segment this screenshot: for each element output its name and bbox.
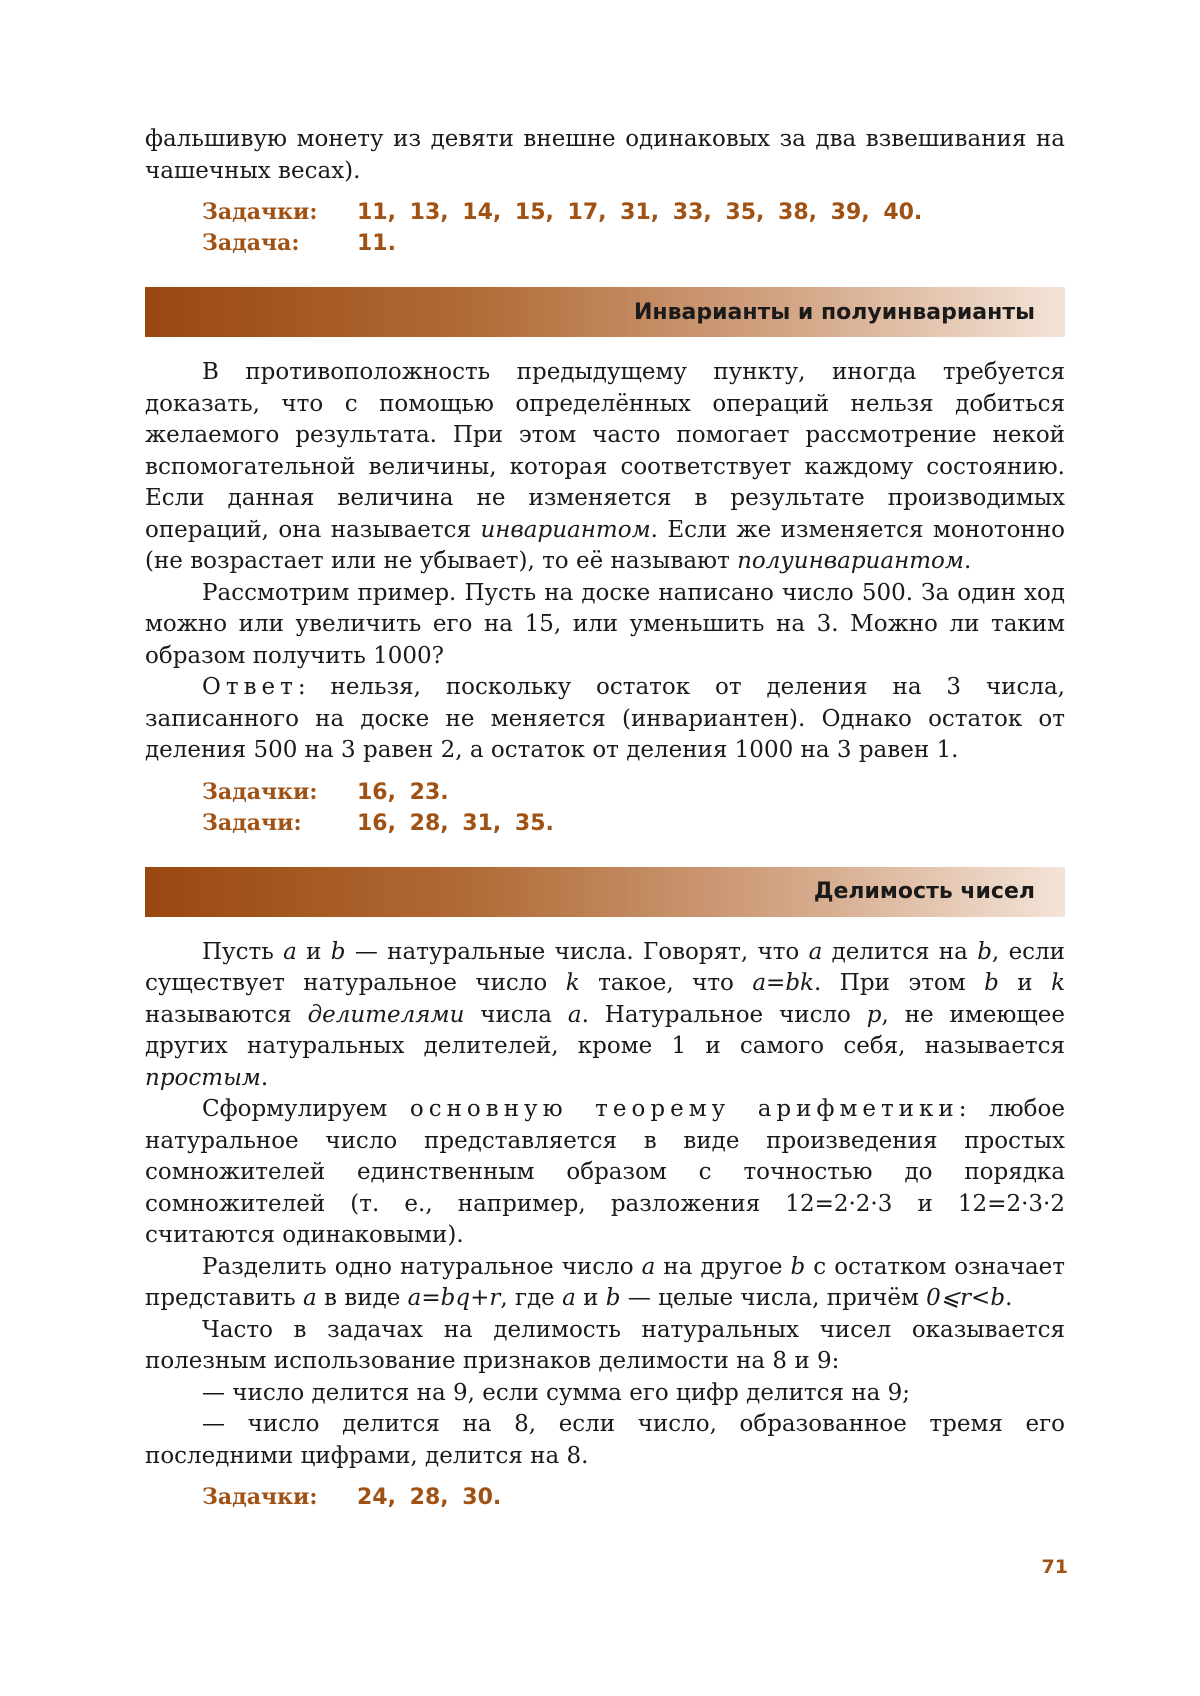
formula: a=bq+r: [408, 1285, 501, 1311]
paragraph: Сформулируем основную теорему арифметики: любое натуральное число представляется в виде произведения простых сомножителей единственным образом с точностью до порядка сомножителей (т. е., например, разложения 12=2·2·3 и 12=2·3·2 считаются одинаковыми).: [145, 1094, 1065, 1252]
tasks-label: Задачки:: [202, 1482, 357, 1513]
paragraph: Пусть a и b — натуральные числа. Говорят, что a делится на b, если существует натуральное число k такое, что a=bk. При этом b и k называются делителями числа a. Натуральное число p, не имеющее других натуральных делителей, кроме 1 и самого себя, называется простым.: [145, 937, 1065, 1095]
tasks-label: Задачки:: [202, 197, 357, 228]
tasks-numbers: 11, 13, 14, 15, 17, 31, 33, 35, 38, 39, 40.: [357, 197, 922, 228]
section-title: Делимость чисел: [814, 879, 1035, 904]
tasks-numbers: 24, 28, 30.: [357, 1482, 501, 1513]
tasks-row: [202, 777, 1065, 808]
tasks-numbers: 16, 28, 31, 35.: [357, 808, 554, 839]
section-header-divisibility: [145, 867, 1065, 917]
paragraph: В противоположность предыдущему пункту, иногда требуется доказать, что с помощью определённых операций нельзя добиться желаемого результата. При этом часто помогает рассмотрение некой вспомогательной величины, которая соответствует каждому состоянию. Если данная величина не изменяется в результате производимых операций, она называется инвариантом. Если же изменяется монотонно (не возрастает или не убывает), то её называют полуинвариантом.: [145, 357, 1065, 578]
answer-label: Ответ: [202, 674, 298, 700]
tasks-block-1: [202, 197, 1065, 259]
tasks-label: Задача:: [202, 228, 357, 259]
term: полуинвариантом: [737, 548, 964, 574]
tasks-block-3: [202, 1482, 1065, 1513]
paragraph: Часто в задачах на делимость натуральных чисел оказывается полезным использование признаков делимости на 8 и 9:: [145, 1315, 1065, 1378]
term: простым: [145, 1065, 261, 1091]
paragraph: Разделить одно натуральное число a на другое b с остатком означает представить a в виде a=bq+r, где a и b — целые числа, причём 0⩽r<b.: [145, 1252, 1065, 1315]
section-header-invariants: [145, 287, 1065, 337]
section-title: Инварианты и полуинварианты: [634, 300, 1035, 325]
tasks-row: [202, 808, 1065, 839]
page-number: 71: [1038, 1556, 1068, 1578]
page-content: [145, 124, 1065, 1513]
tasks-numbers: 16, 23.: [357, 777, 449, 808]
paragraph: Ответ: нельзя, поскольку остаток от деления на 3 числа, записанного на доске не меняется (инвариантен). Однако остаток от деления 500 на 3 равен 2, а остаток от деления 1000 на 3 равен 1.: [145, 672, 1065, 767]
tasks-label: Задачки:: [202, 777, 357, 808]
list-item: — число делится на 9, если сумма его цифр делится на 9;: [145, 1378, 1065, 1410]
tasks-row: [202, 197, 1065, 228]
formula: 0⩽r<b: [926, 1285, 1005, 1311]
tasks-row: [202, 1482, 1065, 1513]
tasks-label: Задачи:: [202, 808, 357, 839]
tasks-block-2: [202, 777, 1065, 839]
section-body-divisibility: [145, 937, 1065, 1473]
tasks-row: [202, 228, 1065, 259]
list-item: — число делится на 8, если число, образованное тремя его последними цифрами, делится на 8.: [145, 1409, 1065, 1472]
term: делителями: [308, 1002, 465, 1028]
term: инвариантом: [480, 517, 650, 543]
formula: a=bk: [752, 970, 814, 996]
section-body-invariants: [145, 357, 1065, 767]
intro-paragraph: фальшивую монету из девяти внешне одинаковых за два взвешивания на чашечных весах).: [145, 124, 1065, 187]
spaced-term: основную теорему арифметики: [410, 1096, 959, 1122]
tasks-numbers: 11.: [357, 228, 396, 259]
paragraph: Рассмотрим пример. Пусть на доске написано число 500. За один ход можно или увеличить его на 15, или уменьшить на 3. Можно ли таким образом получить 1000?: [145, 578, 1065, 673]
